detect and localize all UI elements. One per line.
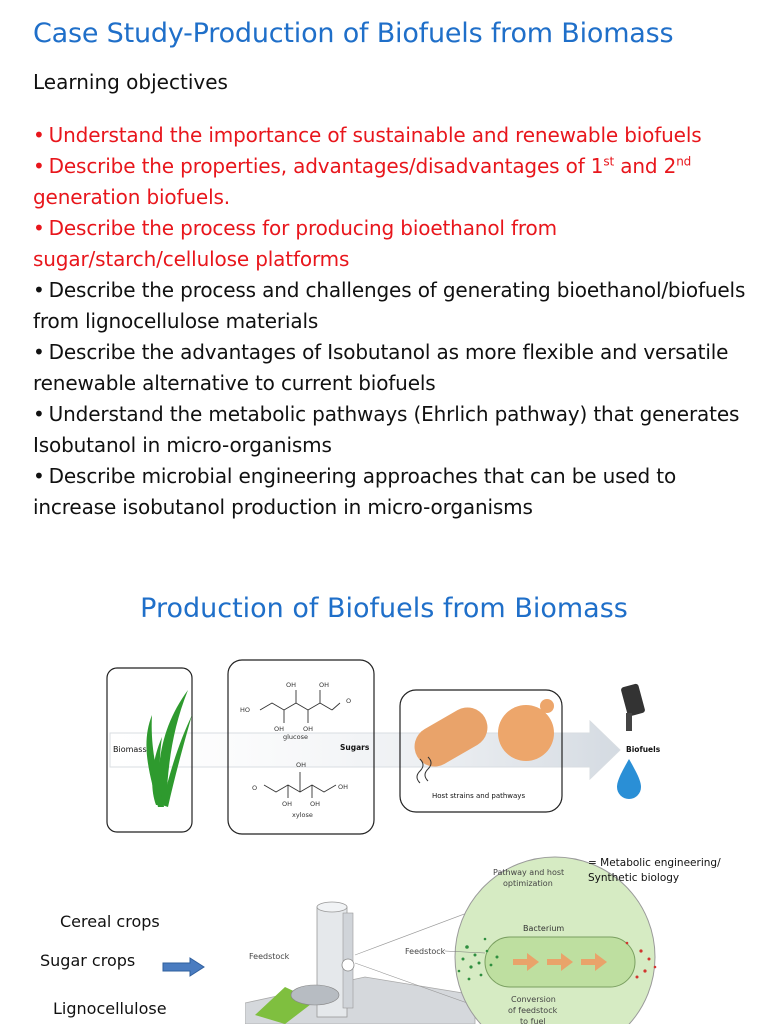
biomass-label: Biomass (113, 745, 147, 754)
feedstock-right-label: Feedstock (405, 947, 446, 956)
svg-text:OH: OH (303, 725, 314, 733)
svg-text:HO: HO (240, 706, 251, 714)
glucose-structure (260, 690, 340, 723)
biofuels-label: Biofuels (626, 745, 661, 754)
fuel-nozzle-icon (617, 683, 646, 799)
section-title: Production of Biofuels from Biomass (140, 593, 628, 624)
conversion-label-2: of feedstock (508, 1006, 558, 1015)
svg-text:OH: OH (319, 681, 330, 689)
crop-cereal: Cereal crops (60, 912, 160, 931)
host-label: Host strains and pathways (432, 792, 526, 800)
conversion-label-1: Conversion (511, 995, 556, 1004)
learning-objectives-heading: Learning objectives (33, 70, 228, 94)
metabolic-engineering-note: = Metabolic engineering/ Synthetic biology (588, 857, 721, 884)
svg-text:OH: OH (282, 800, 293, 808)
svg-text:OH: OH (274, 725, 285, 733)
biomass-to-biofuels-diagram (100, 655, 663, 840)
page-title: Case Study-Production of Biofuels from Biomass (33, 18, 674, 49)
objective-item: • Describe the properties, advantages/disadvantages of 1st and 2nd generation biofuels. (33, 154, 692, 209)
objectives-list (33, 120, 753, 523)
svg-text:OH: OH (286, 681, 297, 689)
feedstock-left-label: Feedstock (249, 952, 290, 961)
svg-text:O: O (252, 784, 258, 792)
svg-text:OH: OH (296, 761, 307, 769)
conversion-label-3: to fuel (520, 1017, 546, 1024)
objective-item: • Describe microbial engineering approaches that can be used to increase isobutanol production in micro-organisms (33, 464, 677, 519)
svg-text:OH: OH (338, 783, 349, 791)
pathway-label-1: Pathway and host (493, 868, 565, 877)
objective-item: • Describe the process and challenges of generating bioethanol/biofuels from lignocellulose materials (33, 278, 746, 333)
bacterium-label: Bacterium (523, 924, 565, 933)
xylose-label: xylose (292, 811, 313, 819)
sugars-label: Sugars (340, 743, 370, 752)
xylose-structure (264, 772, 336, 798)
objective-item: • Describe the advantages of Isobutanol as more flexible and versatile renewable alternative to current biofuels (33, 340, 729, 395)
svg-text:OH: OH (310, 800, 321, 808)
pathway-label-2: optimization (503, 879, 553, 888)
objective-item: • Understand the metabolic pathways (Ehrlich pathway) that generates Isobutanol in micro-organisms (33, 402, 740, 457)
crop-lignocellulose: Lignocellulose (53, 999, 167, 1018)
objective-item: • Describe the process for producing bioethanol from sugar/starch/cellulose platforms (33, 216, 557, 271)
crop-arrow-icon (162, 957, 206, 977)
crop-sugar: Sugar crops (40, 951, 136, 970)
svg-text:O: O (346, 697, 352, 705)
glucose-label: glucose (283, 733, 308, 741)
objective-item: • Understand the importance of sustainable and renewable biofuels (33, 123, 702, 147)
